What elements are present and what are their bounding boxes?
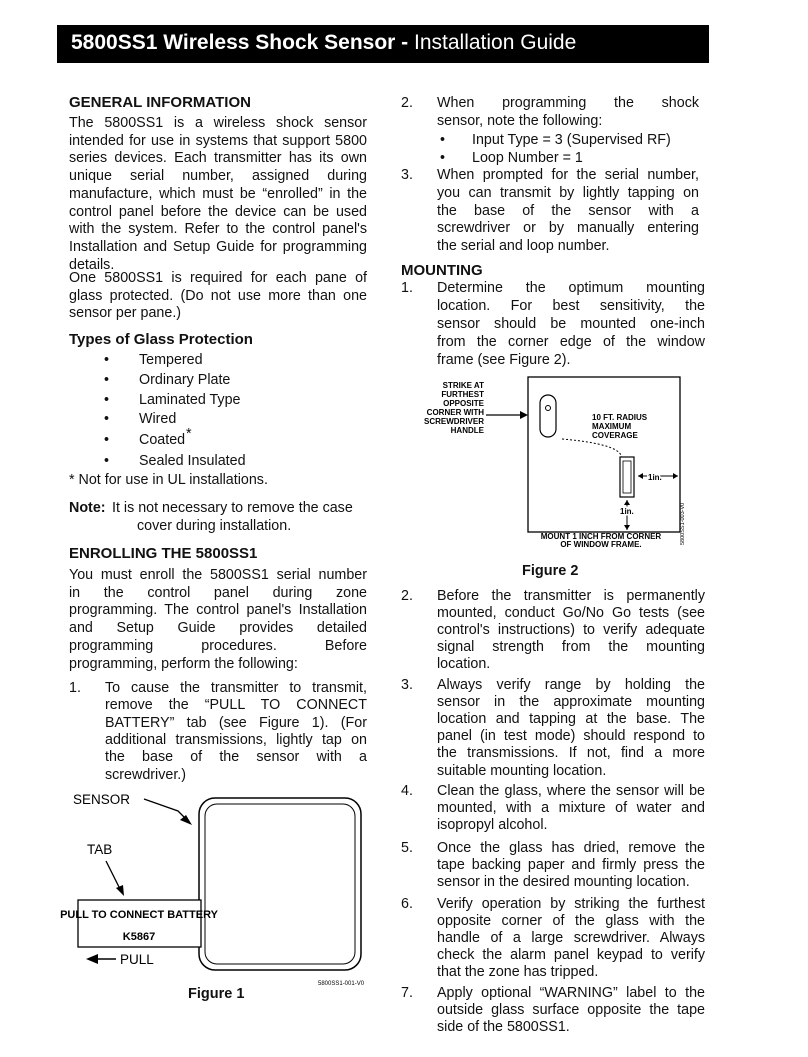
text-line: intended for use in systems that support 5800 [69, 132, 367, 149]
note-label: Note: [69, 500, 106, 516]
text-line: you can transmit by lightly tapping on [437, 184, 699, 201]
fig2-dim-1in-v: 1in. [620, 507, 634, 516]
fig2-dim-arrow-left [638, 473, 643, 479]
mounting-step-line: signal strength from the mounting [437, 639, 705, 656]
text-line: and Setup Guide provides detailed [69, 620, 367, 637]
mounting-step-line: suitable mounting location. [437, 762, 607, 779]
bullet: • [104, 372, 110, 388]
bullet: • [104, 453, 110, 469]
title-model: 5800SS1 [71, 31, 158, 54]
mounting-step-number: 4. [401, 783, 413, 799]
mounting-step-line: isopropyl alcohol. [437, 817, 548, 834]
figure-2 [412, 375, 720, 555]
text-line: sensor per pane.) [69, 305, 182, 322]
text-line: screwdriver or by manually entering [437, 220, 699, 237]
mounting-step-line: panel (in test mode) should respond to [437, 728, 705, 745]
fig2-sensor-top [540, 395, 556, 437]
mounting-step-line: Clean the glass, where the sensor will be [437, 783, 705, 799]
fig2-sensor-corner [620, 457, 634, 497]
figure-1-caption: Figure 1 [188, 986, 245, 1002]
text-line: details. [69, 256, 115, 273]
text-line: the base of the sensor with a [437, 202, 699, 219]
fig1-tab-text-2: K5867 [122, 931, 156, 943]
svg-text:10 FT. RADIUS: 10 FT. RADIUS [592, 413, 648, 422]
glass-type-item: Laminated Type [139, 392, 241, 408]
program-setting-item: Loop Number = 1 [472, 150, 583, 166]
text-line: manufacture, which must be “enrolled” in the [69, 185, 367, 202]
fig1-pull-label: PULL [120, 952, 154, 967]
note-line-1: It is not necessary to remove the case [112, 500, 353, 516]
text-line: programming, perform the following: [69, 655, 298, 672]
text-line: additional transmissions, lightly tap on [105, 731, 367, 748]
fig1-code: 5800SS1-001-V0 [318, 981, 365, 987]
text-line: sensor should be mounted one-inch [437, 315, 705, 332]
text-line: To cause the transmitter to transmit, [105, 680, 367, 696]
text-line: remove the “PULL TO CONNECT [105, 697, 367, 714]
mounting-step-line: mounted, with a mixture of water and [437, 800, 705, 817]
svg-text:SCREWDRIVER: SCREWDRIVER [423, 417, 484, 426]
text-line: control panel before the device can be used [69, 203, 367, 220]
fig2-radius-label [592, 413, 648, 440]
mounting-step-number: 7. [401, 985, 413, 1001]
mounting-step-1-number: 1. [401, 280, 413, 296]
bullet: • [104, 352, 110, 368]
fig2-dim-arrow-up [624, 500, 630, 505]
bullet: • [104, 411, 110, 427]
text-line: Installation and Setup Guide for programming [69, 238, 367, 255]
title-product: Wireless Shock Sensor - [163, 31, 409, 54]
fig2-strike-arrowhead [520, 411, 528, 419]
mounting-step-number: 6. [401, 896, 413, 912]
mounting-step-line: the transmissions. If not, find a more [437, 745, 705, 762]
text-line: BATTERY” tab (see Figure 1). (For [105, 714, 367, 731]
mounting-step-line: opposite corner of the glass with the [437, 913, 705, 930]
figure-2-caption: Figure 2 [522, 563, 579, 579]
fig1-tab-text-1: PULL TO CONNECT BATTERY [60, 909, 218, 921]
fig2-code: 5800SS1-003-V0 [680, 502, 686, 545]
mounting-step-number: 3. [401, 677, 413, 693]
program-setting-item: Input Type = 3 (Supervised RF) [472, 132, 671, 148]
svg-text:OF WINDOW FRAME.: OF WINDOW FRAME. [560, 540, 642, 549]
fig1-pull-arrowhead [86, 954, 98, 964]
fig1-sensor-leader [144, 799, 188, 821]
fig1-sensor-outline [199, 798, 361, 970]
bullet: • [440, 150, 446, 166]
fig2-dim-arrow-down [624, 525, 630, 530]
text-line: in the control panel during zone [69, 584, 367, 601]
text-line: series devices. Each transmitter has its own [69, 150, 367, 167]
mounting-step-line: sensor in the desired mounting location. [437, 874, 690, 891]
text-line: Determine the optimum mounting [437, 280, 705, 296]
page-title [71, 31, 576, 55]
mounting-step-line: Verify operation by striking the furthest [437, 896, 705, 912]
mounting-step-line: side of the 5800SS1. [437, 1019, 570, 1036]
text-line: glass protected. (Do not use more than one [69, 287, 367, 304]
bullet: • [104, 392, 110, 408]
svg-text:STRIKE AT: STRIKE AT [442, 381, 484, 390]
types-footnote: * Not for use in UL installations. [69, 472, 268, 488]
text-line: unique serial number, assigned during [69, 168, 367, 185]
text-line: When prompted for the serial number, [437, 167, 699, 183]
mounting-step-line: location and tapping at the base. The [437, 711, 705, 728]
step-2-number: 2. [401, 95, 413, 111]
fig1-tab-label: TAB [87, 842, 113, 857]
title-bar [57, 25, 709, 63]
svg-text:MOUNT 1 INCH FROM CORNER: MOUNT 1 INCH FROM CORNER [540, 532, 662, 541]
bullet: • [104, 432, 110, 448]
fig1-sensor-arrowhead [180, 815, 192, 825]
mounting-step-line: mounted, conduct Go/No Go tests (see [437, 605, 705, 622]
text-line: One 5800SS1 is required for each pane of [69, 270, 367, 286]
bullet: • [440, 132, 446, 148]
text-line: with the system. Refer to the control panel's [69, 221, 367, 238]
text-line: You must enroll the 5800SS1 serial number [69, 567, 367, 583]
mounting-step-line: check the alarm panel keypad to verify [437, 947, 705, 964]
text-line: from the corner edge of the window [437, 333, 705, 350]
glass-type-item: Wired [139, 411, 177, 427]
text-line: the base of the sensor with a [105, 749, 367, 766]
mounting-step-line: handle of a large screwdriver. Always [437, 930, 705, 947]
glass-type-item: Coated [139, 432, 186, 448]
text-line: sensor, note the following: [437, 112, 603, 129]
enroll-heading: ENROLLING THE 5800SS1 [69, 545, 258, 562]
text-line: screwdriver.) [105, 766, 187, 783]
text-line: The 5800SS1 is a wireless shock sensor [69, 115, 367, 131]
text-line: the serial and loop number. [437, 238, 610, 255]
svg-text:COVERAGE: COVERAGE [592, 431, 638, 440]
step-3-number: 3. [401, 167, 413, 183]
mounting-step-line: Once the glass has dried, remove the [437, 840, 705, 856]
mounting-step-line: Always verify range by holding the [437, 677, 705, 693]
fig2-dim-1in-h: 1in. [648, 473, 662, 482]
mounting-step-number: 2. [401, 588, 413, 604]
text-line: location. For best sensitivity, the [437, 297, 705, 314]
fig2-radius-arc [562, 439, 622, 463]
glass-type-item: Ordinary Plate [139, 372, 231, 388]
mounting-step-line: sensor in the approximate mounting [437, 694, 705, 711]
mounting-step-line: that the zone has tripped. [437, 964, 599, 981]
general-heading: GENERAL INFORMATION [69, 94, 251, 111]
mounting-step-number: 5. [401, 840, 413, 856]
svg-text:FURTHEST: FURTHEST [441, 390, 484, 399]
fig2-strike-label [424, 381, 485, 435]
fig1-tab-arrowhead [116, 885, 124, 896]
figure-1 [60, 785, 380, 1010]
mounting-step-line: Before the transmitter is permanently [437, 588, 705, 604]
svg-text:MAXIMUM: MAXIMUM [592, 422, 632, 431]
text-line: When programming the shock [437, 95, 699, 111]
mounting-heading: MOUNTING [401, 262, 483, 279]
glass-type-item: Tempered [139, 352, 203, 368]
enroll-step-1-number: 1. [69, 680, 81, 696]
title-guide: Installation Guide [414, 31, 577, 54]
fig1-sensor-inner [205, 804, 355, 964]
fig2-mount-label [541, 532, 662, 549]
mounting-step-line: tape backing paper and firmly press the [437, 857, 705, 874]
mounting-step-line: Apply optional “WARNING” label to the [437, 985, 705, 1001]
fig1-tab-leader [106, 861, 120, 889]
glass-type-item: Sealed Insulated [139, 453, 246, 469]
text-line: programming. The control panel's Installation [69, 602, 367, 619]
types-heading: Types of Glass Protection [69, 331, 253, 348]
coated-footnote-mark: * [186, 426, 192, 442]
text-line: programming procedures. Before [69, 637, 367, 654]
mounting-step-line: location. [437, 656, 491, 673]
svg-text:HANDLE: HANDLE [450, 426, 484, 435]
mounting-step-line: outside glass surface opposite the tape [437, 1002, 705, 1019]
svg-text:CORNER WITH: CORNER WITH [426, 408, 484, 417]
fig2-dim-arrow-right [673, 473, 678, 479]
fig1-sensor-label: SENSOR [73, 792, 131, 807]
svg-text:OPPOSITE: OPPOSITE [443, 399, 484, 408]
mounting-step-line: control's instructions) to verify adequate [437, 622, 705, 639]
note-line-2: cover during installation. [137, 518, 292, 534]
text-line: frame (see Figure 2). [437, 351, 571, 368]
